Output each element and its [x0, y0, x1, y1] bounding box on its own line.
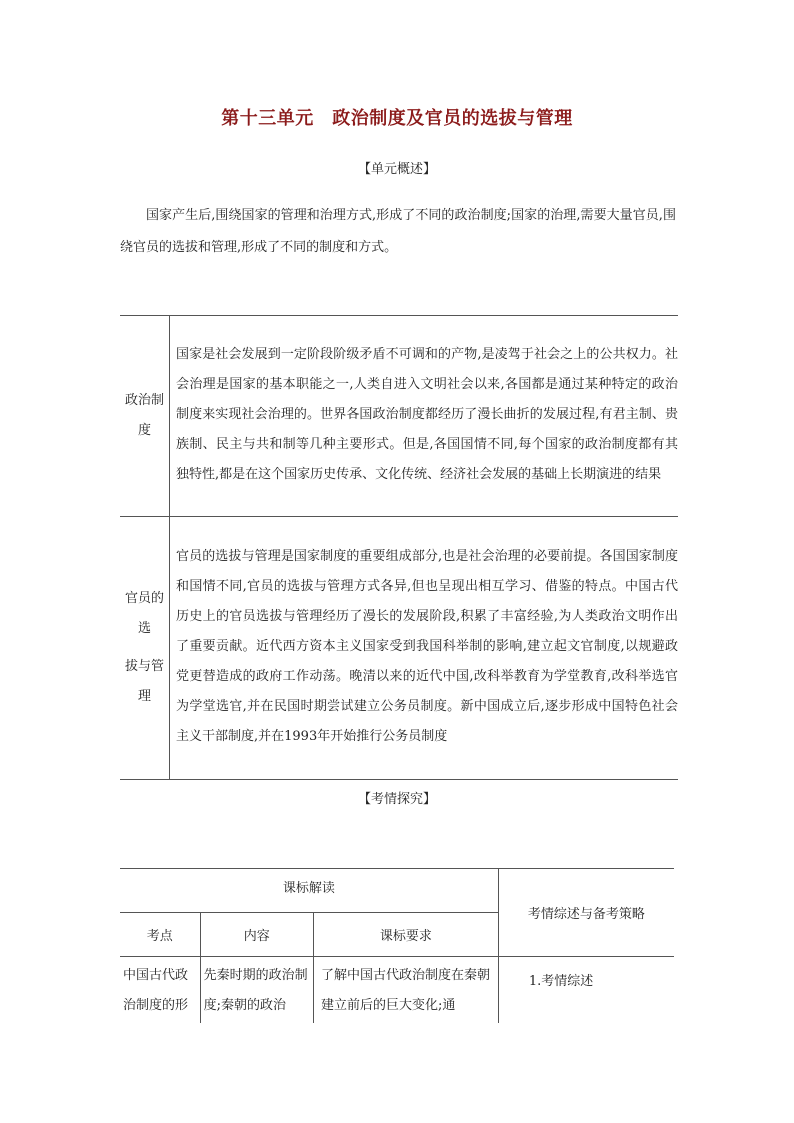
kebiao-header: 课标解读 [120, 869, 498, 913]
row-label: 政治制 度 [120, 316, 170, 517]
overview-heading: 【单元概述】 [357, 162, 436, 177]
cell-summary: 1.考情综述 [498, 957, 674, 1024]
col-kaodian: 考点 [120, 913, 200, 957]
overview-table [120, 315, 678, 780]
row-content: 国家是社会发展到一定阶段阶级矛盾不可调和的产物,是凌驾于社会之上的公共权力。社会治理是国家的基本职能之一,人类自进入文明社会以来,各国都是通过某种特定的政治制度来实现社会治理的。世界各国政治制度都经历了漫长曲折的发展过程,有君主制、贵族制、民主与共和制等几种主要形式。但是,各国国情不同,每个国家的政治制度都有其独特性,都是在这个国家历史传承、文化传统、经济社会发展的基础上长期演进的结果 [170, 316, 679, 517]
cell-neirong: 先秦时期的政治制度;秦朝的政治 [200, 957, 313, 1024]
row-content: 官员的选拔与管理是国家制度的重要组成部分,也是社会治理的必要前提。各国国家制度和国情不同,官员的选拔与管理方式各异,但也呈现出相互学习、借鉴的特点。中国古代历史上的官员选拔与管理经历了漫长的发展阶段,积累了丰富经验,为人类政治文明作出了重要贡献。近代西方资本主义国家受到我国科举制的影响,建立起文官制度,以规避政党更替造成的政府工作动荡。晚清以来的近代中国,改科举教育为学堂教育,改科举选官为学堂选官,并在民国时期尝试建立公务员制度。新中国成立后,逐步形成中国特色社会主义干部制度,并在1993年开始推行公务员制度 [170, 517, 679, 780]
row-label: 官员的 选 拔与管 理 [120, 517, 170, 780]
exam-heading: 【考情探究】 [357, 792, 436, 807]
cell-yaoqiu: 了解中国古代政治制度在秦朝建立前后的巨大变化;通 [313, 957, 498, 1024]
intro-paragraph: 国家产生后,围绕国家的管理和治理方式,形成了不同的政治制度;国家的治理,需要大量官员,围绕官员的选拔和管理,形成了不同的制度和方式。 [120, 208, 676, 255]
exam-header-row [120, 869, 674, 913]
page-title: 第十三单元 政治制度及官员的选拔与管理 [221, 108, 573, 129]
col-neirong: 内容 [200, 913, 313, 957]
col-yaoqiu: 课标要求 [313, 913, 498, 957]
cell-kaodian: 中国古代政治制度的形 [120, 957, 200, 1024]
summary-header: 考情综述与备考策略 [498, 869, 674, 957]
overview-row-official-selection [120, 517, 678, 780]
table-row [120, 957, 674, 1024]
overview-row-political-system [120, 316, 678, 517]
exam-table [120, 868, 674, 1023]
